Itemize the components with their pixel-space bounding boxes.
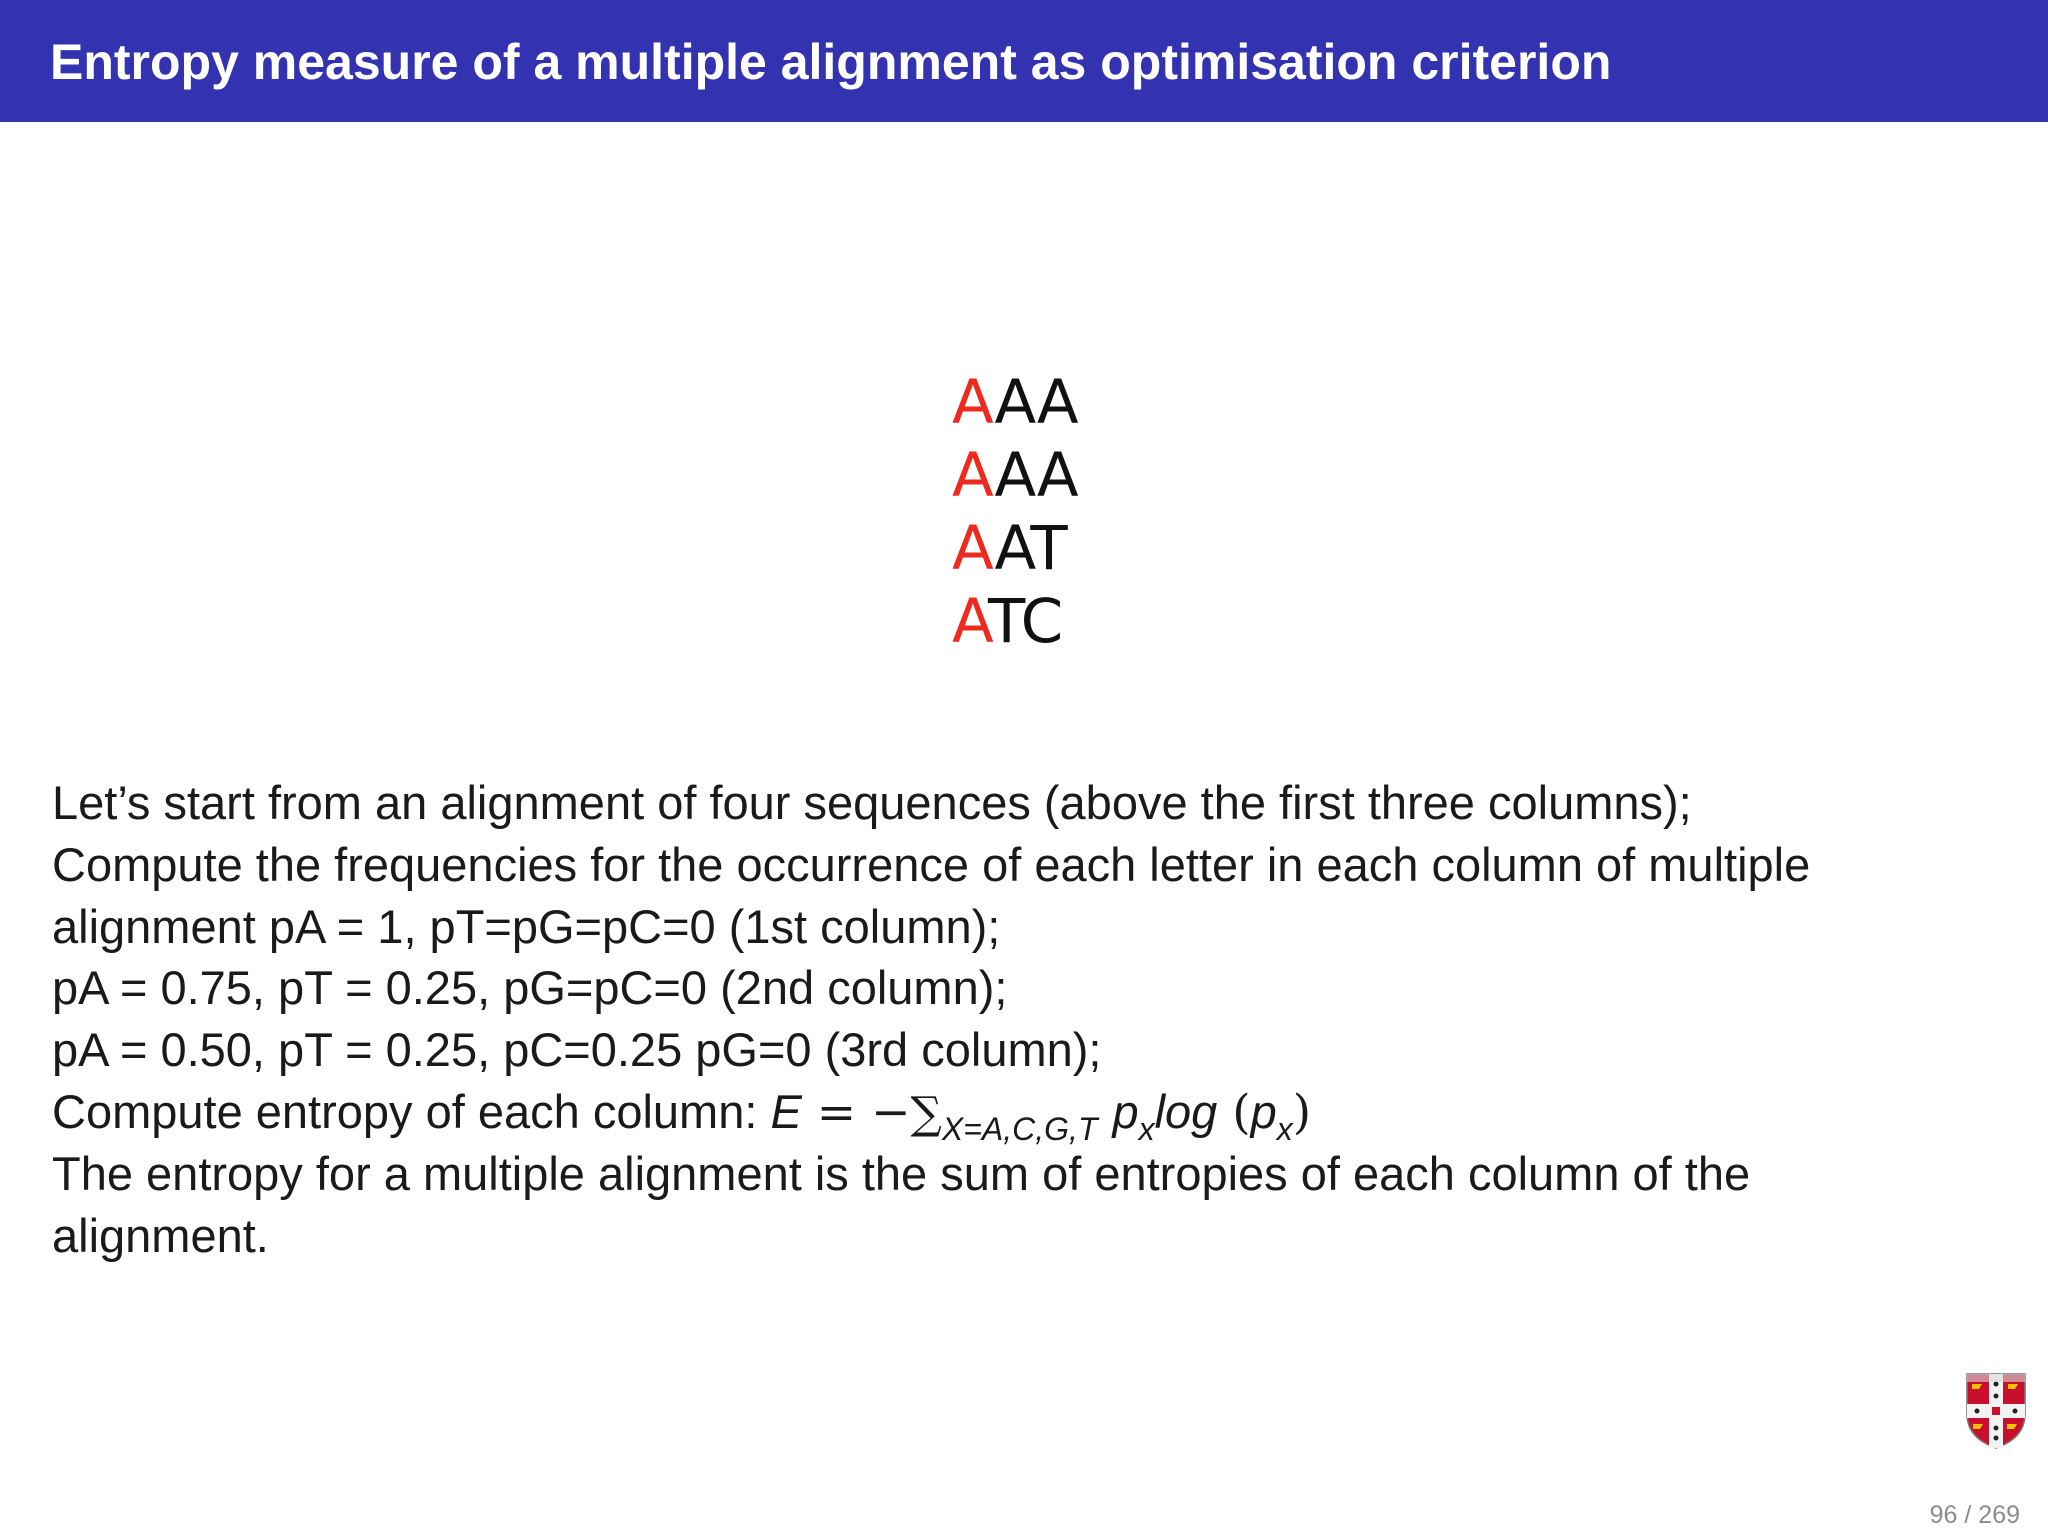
alignment-first-column-letter: A xyxy=(952,586,988,657)
formula-term: p xyxy=(1112,1084,1139,1138)
alignment-row xyxy=(952,512,1092,585)
formula-open-paren: ( xyxy=(1232,1084,1251,1140)
sequence-alignment xyxy=(952,366,1092,658)
entropy-formula xyxy=(770,1084,1312,1147)
formula-arg-subscript: x xyxy=(1276,1110,1293,1147)
university-crest-icon xyxy=(1965,1372,2027,1450)
sum-symbol: ∑ xyxy=(910,1087,942,1139)
page-number: 96 / 269 xyxy=(1929,1501,2020,1529)
alignment-first-column-letter: A xyxy=(952,367,995,438)
alignment-row xyxy=(952,366,1092,439)
alignment-rest-letters: TC xyxy=(988,586,1063,657)
alignment-rest-letters: AA xyxy=(994,440,1078,511)
formula-equals-minus: = − xyxy=(801,1084,911,1140)
body-line: The entropy for a multiple alignment is the sum of entropies of each column of the xyxy=(52,1146,1751,1200)
body-line: Let’s start from an alignment of four sequences (above the first three columns); xyxy=(52,776,1692,829)
body-line: alignment pA = 1, pT=pG=pC=0 (1st column); xyxy=(52,899,1001,953)
formula-prefix: Compute entropy of each column: xyxy=(52,1084,758,1138)
slide-title: Entropy measure of a multiple alignment as optimisation criterion xyxy=(50,34,1612,90)
formula-close-paren: ) xyxy=(1292,1084,1312,1140)
formula-log: log xyxy=(1154,1084,1218,1138)
alignment-rest-letters: AA xyxy=(994,367,1078,438)
alignment-row xyxy=(952,585,1092,658)
body-line: alignment. xyxy=(52,1208,269,1262)
formula-term-subscript: x xyxy=(1138,1110,1155,1147)
sum-subscript: X=A,C,G,T xyxy=(941,1110,1098,1147)
entropy-formula-line xyxy=(52,1081,2012,1147)
formula-lhs: E xyxy=(770,1084,802,1138)
title-bar xyxy=(0,0,2048,122)
slide-body xyxy=(52,772,2012,1266)
body-line: Compute the frequencies for the occurrence of each letter in each column of multiple xyxy=(52,837,1811,891)
alignment-first-column-letter: A xyxy=(952,440,995,511)
alignment-rest-letters: AT xyxy=(994,513,1067,584)
body-line: pA = 0.75, pT = 0.25, pG=pC=0 (2nd column); xyxy=(52,961,1008,1015)
alignment-row xyxy=(952,439,1092,512)
alignment-first-column-letter: A xyxy=(952,513,995,584)
body-line: pA = 0.50, pT = 0.25, pC=0.25 pG=0 (3rd column); xyxy=(52,1023,1102,1077)
formula-arg: p xyxy=(1250,1084,1277,1138)
